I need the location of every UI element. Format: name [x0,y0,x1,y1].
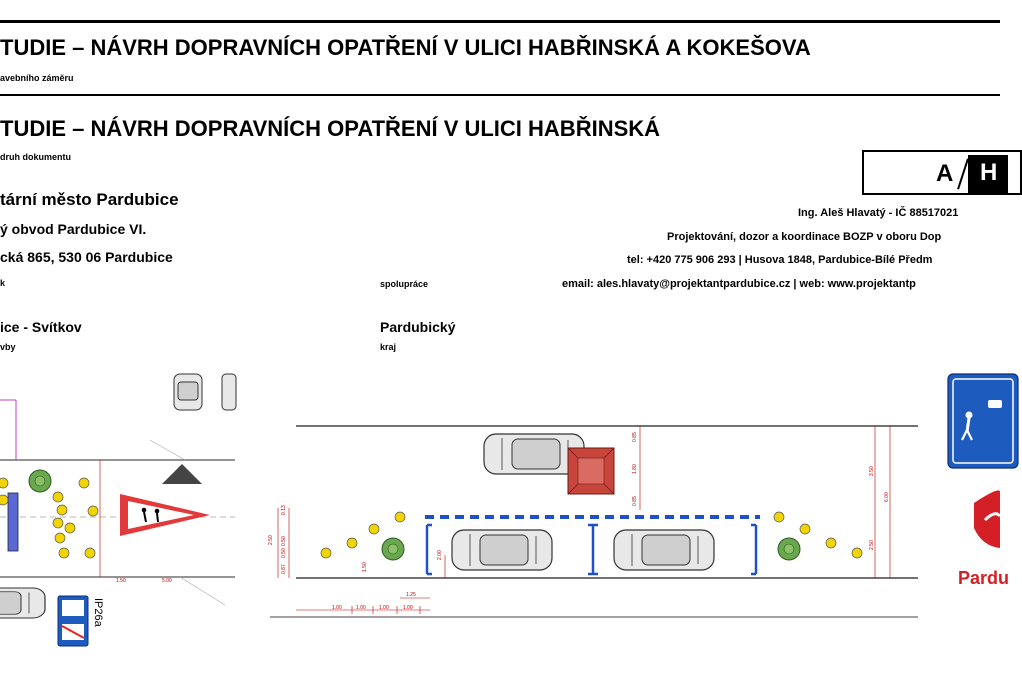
dim-right-1: 0.85 [632,432,638,442]
parked-car-2 [614,530,714,570]
give-way-sign [120,494,210,536]
region-label: kraj [380,342,397,352]
dim-left-7: 2.00 [437,550,443,560]
dim-right-6: 2.50 [869,540,875,550]
dim-left-5: 0.13 [281,505,287,515]
left-parked-car-2 [222,374,236,410]
designer-web: email: ales.hlavaty@projektantpardubice.cz | web: www.projektantp [562,278,916,290]
designer-logo-box-letter: H [980,159,998,186]
designer-logo-box [968,155,1008,193]
left-bottom-car [0,588,45,618]
client-line-3: cká 865, 530 06 Pardubice [0,249,173,265]
location-place-label: vby [0,342,16,352]
left-dim-2: 5.00 [162,578,172,584]
dim-right-3: 0.85 [632,496,638,506]
dim-left-1: 2.50 [268,535,274,545]
left-guide-line [150,440,185,460]
title-block-top-rule [0,20,1000,23]
ip26a-label: IP26a [92,598,104,627]
title-block-rule-2 [0,94,1000,96]
living-zone-sign [948,374,1018,468]
ip26a-sign [58,596,88,646]
client-line-4: k [0,278,6,288]
dim-right-4: 3.50 [869,466,875,476]
tree-right [778,538,800,560]
document-subtitle: druh dokumentu [0,152,71,162]
dim-left-2: 0.87 [281,564,287,574]
designer-logo-letter: A [936,160,954,187]
left-tree [29,470,51,492]
dim-left-6: 1.50 [362,562,368,572]
dim-bottom-1: 1.00 [332,605,342,611]
left-blue-bar [8,493,18,551]
dim-bottom-2: 1.00 [356,605,366,611]
designer-services: Projektování, dozor a koordinace BOZP v oboru Dop [667,231,942,243]
project-title: TUDIE – NÁVRH DOPRAVNÍCH OPATŘENÍ V ULICI HABŘINSKÁ A KOKEŠOVA [0,35,811,60]
dim-left-4: 0.50 [281,536,287,546]
location-place: ice - Svítkov [0,319,82,335]
traffic-drawing [0,360,1010,675]
dim-bottom-4: 1.00 [403,605,413,611]
designer-contact: tel: +420 775 906 293 | Husova 1848, Pardubice-Bílé Předm [627,254,933,266]
dim-right-2: 1.80 [632,464,638,474]
left-parked-car-1 [174,374,202,410]
speed-cushion [568,448,614,494]
tree-left [382,538,404,560]
dim-bottom-3: 1.00 [379,605,389,611]
left-dim-texts [116,578,172,584]
dim-right-5: 6.00 [884,492,890,502]
designer-logo [862,150,1022,195]
center-plan [268,426,918,617]
left-guide-line-2 [180,577,225,605]
parked-car-1 [452,530,552,570]
left-dim-1: 1.50 [116,578,126,584]
dim-left-3: 0.50 [281,548,287,558]
dim-bottom-5: 1.25 [406,592,416,598]
city-logo [958,490,1009,588]
cooperation-label: spolupráce [380,279,429,289]
city-logo-text: Pardu [958,568,1010,588]
designer-name: Ing. Aleš Hlavatý - IČ 88517021 [798,207,959,219]
left-plan [0,374,236,646]
left-triangle-marking [162,464,202,484]
region-name: Pardubický [380,319,456,335]
project-subtitle: avebního záměru [0,73,74,83]
client-line-1: tární město Pardubice [0,190,179,209]
client-line-2: ý obvod Pardubice VI. [0,221,147,237]
document-title: TUDIE – NÁVRH DOPRAVNÍCH OPATŘENÍ V ULICI HABŘINSKÁ [0,116,661,141]
